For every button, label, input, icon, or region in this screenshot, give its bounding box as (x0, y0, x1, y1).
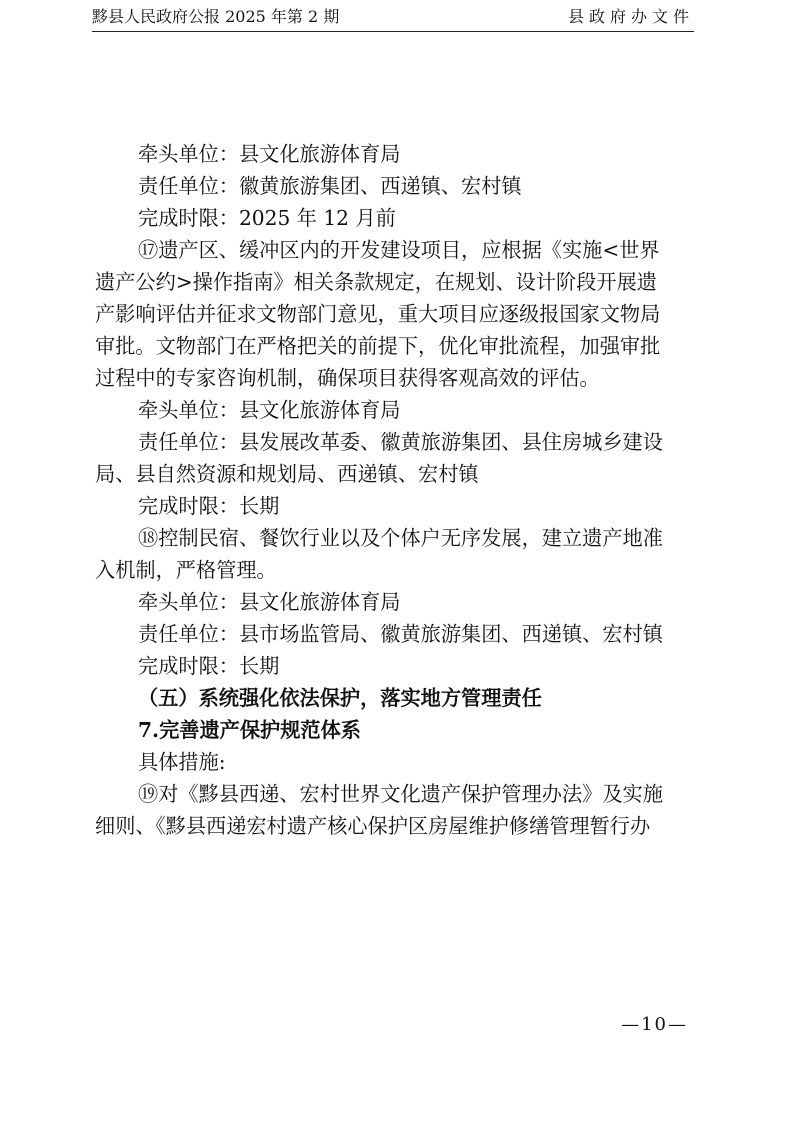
document-body (95, 138, 699, 842)
body-line: ⑱控制民宿、餐饮行业以及个体户无序发展，建立遗产地准 (138, 526, 663, 550)
body-line: ⑲对《黟县西递、宏村世界文化遗产保护管理办法》及实施 (138, 782, 663, 806)
section-heading: （五）系统强化依法保护，落实地方管理责任 (138, 686, 542, 710)
body-line: 具体措施: (138, 750, 226, 774)
body-line: 牵头单位：县文化旅游体育局 (138, 590, 401, 614)
body-line: 过程中的专家咨询机制，确保项目获得客观高效的评估。 (95, 366, 600, 390)
body-line: 局、县自然资源和规划局、西递镇、宏村镇 (95, 462, 479, 486)
body-line: 细则、《黟县西递宏村遗产核心保护区房屋维护修缮管理暂行办 (95, 814, 651, 838)
gazette-title: 黟县人民政府公报 2025 年第 2 期 (92, 7, 340, 26)
body-line: 责任单位：徽黄旅游集团、西递镇、宏村镇 (138, 174, 522, 198)
body-line: 完成时限：2025 年 12 月前 (138, 206, 396, 230)
document-category: 县政府办文件 (567, 7, 694, 26)
body-line: 完成时限：长期 (138, 654, 280, 678)
page-header (92, 4, 694, 32)
body-line: ⑰遗产区、缓冲区内的开发建设项目，应根据《实施<世界 (138, 238, 660, 262)
body-line: 责任单位：县发展改革委、徽黄旅游集团、县住房城乡建设 (138, 430, 663, 454)
body-line: 牵头单位：县文化旅游体育局 (138, 142, 401, 166)
section-heading: 7.完善遗产保护规范体系 (138, 718, 361, 742)
body-line: 责任单位：县市场监管局、徽黄旅游集团、西递镇、宏村镇 (138, 622, 663, 646)
body-line: 审批。文物部门在严格把关的前提下，优化审批流程，加强审批 (95, 334, 661, 358)
body-line: 产影响评估并征求文物部门意见，重大项目应逐级报国家文物局 (95, 302, 661, 326)
body-line: 牵头单位：县文化旅游体育局 (138, 398, 401, 422)
body-line: 遗产公约>操作指南》相关条款规定，在规划、设计阶段开展遗 (95, 270, 657, 294)
body-line: 完成时限：长期 (138, 494, 280, 518)
body-line: 入机制，严格管理。 (95, 558, 277, 582)
page-number: —10— (621, 1014, 688, 1035)
